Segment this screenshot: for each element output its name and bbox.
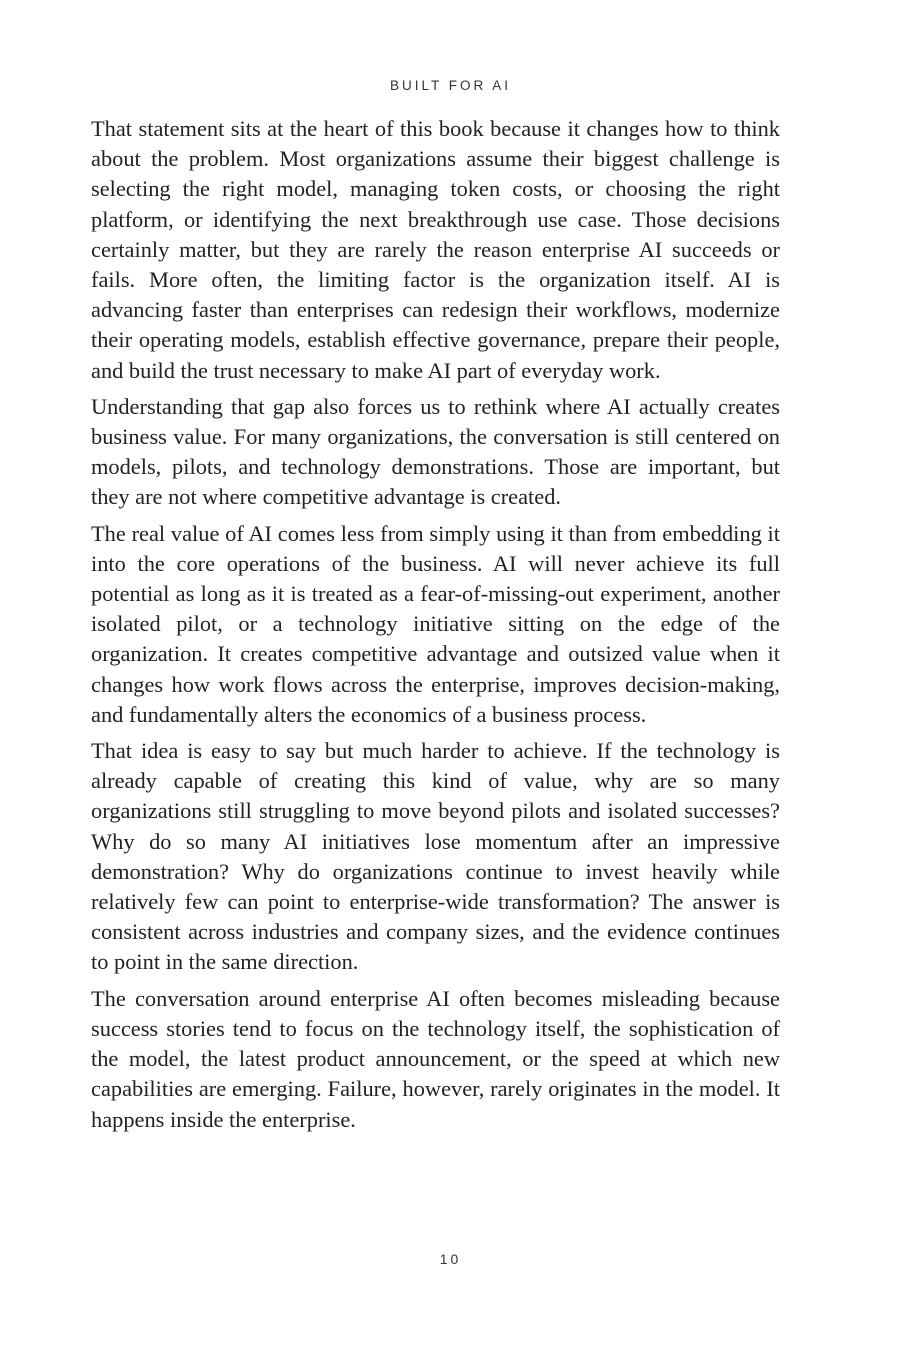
paragraph: The conversation around enterprise AI often becomes misleading because success stories tend to focus on the technology itself, the sophistication of the model, the latest product announcement, or the speed at which new capabilities are emerging. Failure, however, rarely originates in the model. It happens inside the enterprise. <box>91 985 780 1132</box>
body-text <box>91 114 780 1141</box>
page-number: 10 <box>439 1251 462 1267</box>
paragraph: That idea is easy to say but much harder to achieve. If the technology is already capable of creating this kind of value, why are so many organizations still struggling to move beyond pilots and isolated successes? Why do so many AI initiatives lose momentum after an impressive demonstration? Why do organizations continue to invest heavily while relatively few can point to enterprise-wide transformation? The answer is consistent across industries and company sizes, and the evidence continues to point in the same direction. <box>91 738 780 975</box>
paragraph: That statement sits at the heart of this book because it changes how to think about the problem. Most organizations assume their biggest challenge is selecting the right model, managing token costs, or choosing the right platform, or identifying the next breakthrough use case. Those decisions certainly matter, but they are rarely the reason enterprise AI succeeds or fails. More often, the limiting factor is the organization itself. AI is advancing faster than enterprises can redesign their workflows, modernize their operating models, establish effective governance, prepare their people, and build the trust necessary to make AI part of everyday work. <box>91 116 780 383</box>
paragraph: The real value of AI comes less from simply using it than from embedding it into the core operations of the business. AI will never achieve its full potential as long as it is treated as a fear-of-missing-out experiment, another isolated pilot, or a technology initiative sitting on the edge of the organization. It creates competitive advantage and outsized value when it changes how work flows across the enterprise, improves decision-making, and fundamentally alters the economics of a business process. <box>91 520 780 727</box>
running-header: BUILT FOR AI <box>389 78 512 93</box>
paragraph: Understanding that gap also forces us to rethink where AI actually creates business value. For many organizations, the conversation is still centered on models, pilots, and technology demonstrations. Those are important, but they are not where competitive advantage is created. <box>91 393 780 510</box>
